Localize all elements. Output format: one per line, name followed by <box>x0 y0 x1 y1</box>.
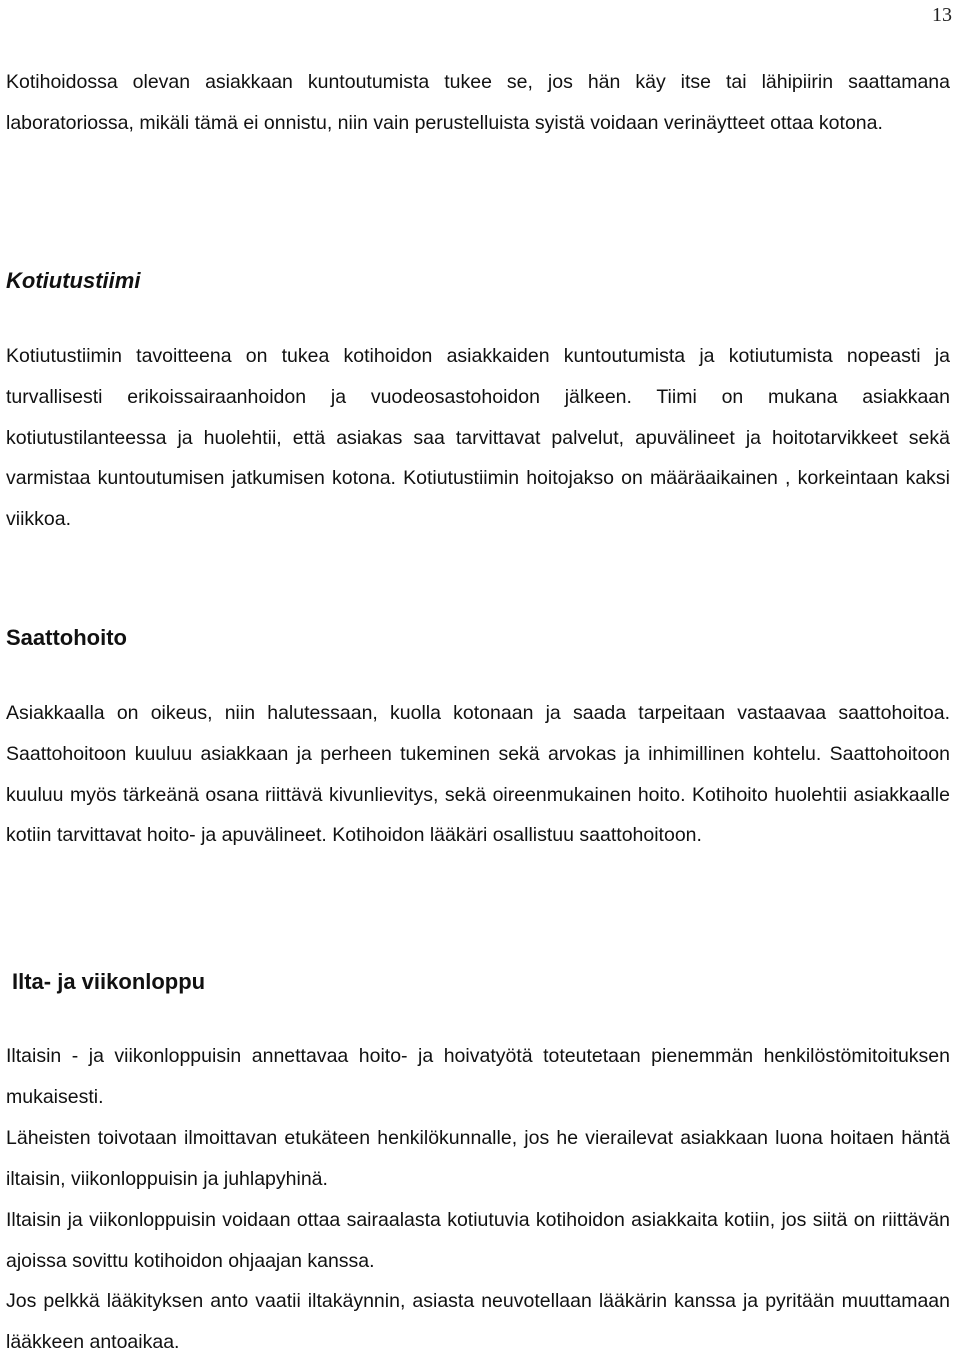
section-paragraph-saattohoito: Asiakkaalla on oikeus, niin halutessaan, kuolla kotonaan ja saada tarpeitaan vastaavaa saattohoitoa. Saattohoitoon kuuluu asiakkaan ja perheen tukeminen sekä arvokas ja inhimillinen kohtelu. Saattohoitoon kuuluu myös tärkeänä osana riittävä kivunlievitys, sekä oireenmukainen hoito. Kotihoito huolehtii asiakkaalle kotiin tarvittavat hoito- ja apuvälineet. Kotihoidon lääkäri osallistuu saattohoitoon. <box>6 702 950 847</box>
intro-paragraph: Kotihoidossa olevan asiakkaan kuntoutumista tukee se, jos hän käy itse tai lähipiirin saattamana laboratoriossa, mikäli tämä ei onnistu, niin vain perustelluista syistä voidaan verinäytteet ottaa kotona. <box>6 71 950 134</box>
section-paragraph-laakitys: Jos pelkkä lääkityksen anto vaatii iltakäynnin, asiasta neuvotellaan lääkärin kanssa ja pyritään muuttamaan lääkkeen antoaikaa. <box>6 1290 950 1353</box>
section-paragraph-laheiset: Läheisten toivotaan ilmoittavan etukäteen henkilökunnalle, jos he vierailevat asiakkaan luona hoitaen häntä iltaisin, viikonloppuisin ja juhlapyhinä. <box>6 1127 950 1190</box>
section-paragraph-kotiutuvat: Iltaisin ja viikonloppuisin voidaan ottaa sairaalasta kotiutuvia kotihoidon asiakkaita kotiin, jos siitä on riittävän ajoissa sovittu kotihoidon ohjaajan kanssa. <box>6 1209 950 1272</box>
section-heading-saattohoito: Saattohoito <box>6 625 127 650</box>
section-heading-ilta-ja-viikonloppu: Ilta- ja viikonloppu <box>12 969 206 994</box>
section-paragraph-henkilostomitoitus: Iltaisin - ja viikonloppuisin annettavaa hoito- ja hoivatyötä toteutetaan pienemmän henkilöstömitoituksen mukaisesti. <box>6 1045 950 1108</box>
page-number: 13 <box>932 4 952 26</box>
section-paragraph-kotiutustiimi: Kotiutustiimin tavoitteena on tukea kotihoidon asiakkaiden kuntoutumista ja kotiutumista nopeasti ja turvallisesti erikoissairaanhoidon ja vuodeosastohoidon jälkeen. Tiimi on mukana asiakkaan kotiutustilanteessa ja huolehtii, että asiakas saa tarvittavat palvelut, apuvälineet ja hoitotarvikkeet sekä varmistaa kuntoutumisen jatkumisen kotona. Kotiutustiimin hoitojakso on määräaikainen , korkeintaan kaksi viikkoa. <box>6 345 950 531</box>
section-heading-kotiutustiimi: Kotiutustiimi <box>6 268 141 293</box>
